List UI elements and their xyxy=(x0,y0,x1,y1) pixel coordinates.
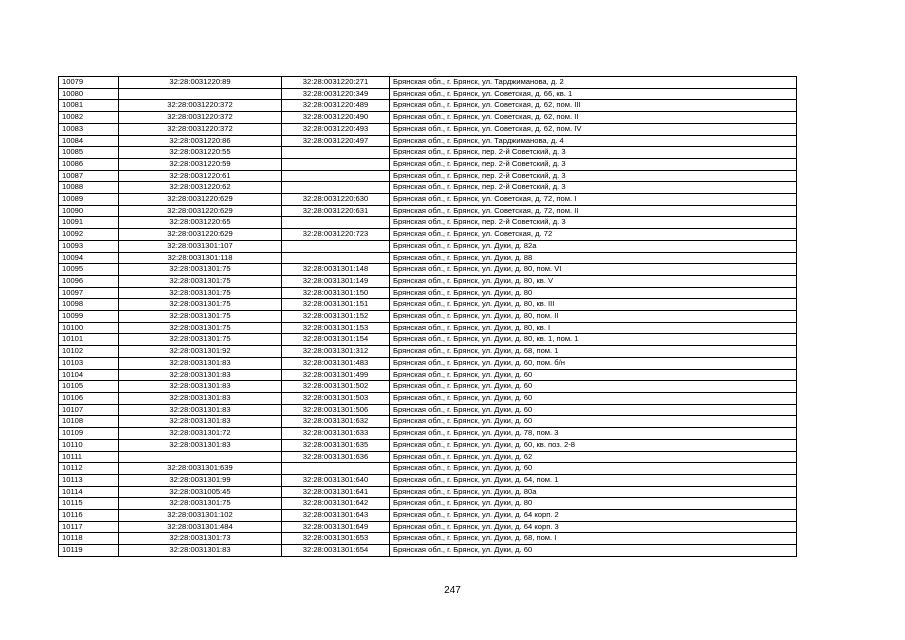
object-cadastral-number-cell: 32:28:0031301:632 xyxy=(282,416,390,428)
object-cadastral-number-cell: 32:28:0031220:630 xyxy=(282,194,390,206)
object-cadastral-number-cell: 32:28:0031301:152 xyxy=(282,311,390,323)
table-row xyxy=(59,135,797,147)
address-cell: Брянская обл., г. Брянск, ул. Советская, д. 62, пом. IV xyxy=(390,123,797,135)
table-row xyxy=(59,404,797,416)
address-cell: Брянская обл., г. Брянск, ул. Советская, д. 62, пом. III xyxy=(390,100,797,112)
table-row xyxy=(59,439,797,451)
address-cell: Брянская обл., г. Брянск, ул. Дуки, д. 80 xyxy=(390,498,797,510)
address-cell: Брянская обл., г. Брянск, ул. Дуки, д. 60, кв. поз. 2-8 xyxy=(390,439,797,451)
object-cadastral-number-cell: 32:28:0031301:654 xyxy=(282,545,390,557)
address-cell: Брянская обл., г. Брянск, пер. 2-й Советский, д. 3 xyxy=(390,217,797,229)
table-row xyxy=(59,205,797,217)
table-row xyxy=(59,264,797,276)
address-cell: Брянская обл., г. Брянск, ул. Дуки, д. 60 xyxy=(390,463,797,475)
object-cadastral-number-cell xyxy=(282,463,390,475)
row-number-cell: 10081 xyxy=(59,100,119,112)
table-row xyxy=(59,463,797,475)
cadastral-number-cell: 32:28:0031301:83 xyxy=(119,439,282,451)
row-number-cell: 10097 xyxy=(59,287,119,299)
address-cell: Брянская обл., г. Брянск, ул. Дуки, д. 80, кв. III xyxy=(390,299,797,311)
table-row xyxy=(59,299,797,311)
row-number-cell: 10079 xyxy=(59,77,119,89)
row-number-cell: 10089 xyxy=(59,194,119,206)
address-cell: Брянская обл., г. Брянск, ул. Дуки, д. 60 xyxy=(390,369,797,381)
row-number-cell: 10106 xyxy=(59,392,119,404)
object-cadastral-number-cell: 32:28:0031301:312 xyxy=(282,346,390,358)
cadastral-number-cell: 32:28:0031220:61 xyxy=(119,170,282,182)
table-row xyxy=(59,170,797,182)
address-cell: Брянская обл., г. Брянск, ул. Дуки, д. 78, пом. 3 xyxy=(390,428,797,440)
row-number-cell: 10117 xyxy=(59,521,119,533)
table-row xyxy=(59,357,797,369)
row-number-cell: 10110 xyxy=(59,439,119,451)
row-number-cell: 10095 xyxy=(59,264,119,276)
object-cadastral-number-cell: 32:28:0031301:148 xyxy=(282,264,390,276)
object-cadastral-number-cell: 32:28:0031301:499 xyxy=(282,369,390,381)
row-number-cell: 10112 xyxy=(59,463,119,475)
cadastral-number-cell: 32:28:0031220:629 xyxy=(119,229,282,241)
address-cell: Брянская обл., г. Брянск, пер. 2-й Советский, д. 3 xyxy=(390,170,797,182)
cadastral-number-cell: 32:28:0031220:372 xyxy=(119,112,282,124)
address-cell: Брянская обл., г. Брянск, ул. Дуки, д. 64 корп. 2 xyxy=(390,510,797,522)
address-cell: Брянская обл., г. Брянск, ул. Советская, д. 72, пом. II xyxy=(390,205,797,217)
cadastral-number-cell xyxy=(119,451,282,463)
address-cell: Брянская обл., г. Брянск, пер. 2-й Советский, д. 3 xyxy=(390,158,797,170)
registry-table-body xyxy=(59,77,797,557)
row-number-cell: 10100 xyxy=(59,322,119,334)
object-cadastral-number-cell: 32:28:0031301:150 xyxy=(282,287,390,299)
address-cell: Брянская обл., г. Брянск, ул. Дуки, д. 60 xyxy=(390,404,797,416)
object-cadastral-number-cell: 32:28:0031301:641 xyxy=(282,486,390,498)
table-row xyxy=(59,474,797,486)
row-number-cell: 10107 xyxy=(59,404,119,416)
row-number-cell: 10096 xyxy=(59,275,119,287)
table-row xyxy=(59,217,797,229)
object-cadastral-number-cell: 32:28:0031220:271 xyxy=(282,77,390,89)
address-cell: Брянская обл., г. Брянск, ул. Советская, д. 66, кв. 1 xyxy=(390,88,797,100)
object-cadastral-number-cell: 32:28:0031220:723 xyxy=(282,229,390,241)
address-cell: Брянская обл., г. Брянск, ул. Дуки, д. 80, кв. V xyxy=(390,275,797,287)
cadastral-number-cell: 32:28:0031301:75 xyxy=(119,287,282,299)
row-number-cell: 10119 xyxy=(59,545,119,557)
object-cadastral-number-cell: 32:28:0031301:149 xyxy=(282,275,390,287)
object-cadastral-number-cell: 32:28:0031301:483 xyxy=(282,357,390,369)
object-cadastral-number-cell xyxy=(282,217,390,229)
address-cell: Брянская обл., г. Брянск, ул. Советская, д. 62, пом. II xyxy=(390,112,797,124)
table-row xyxy=(59,287,797,299)
table-row xyxy=(59,240,797,252)
cadastral-number-cell: 32:28:0031301:118 xyxy=(119,252,282,264)
row-number-cell: 10108 xyxy=(59,416,119,428)
table-row xyxy=(59,498,797,510)
cadastral-number-cell: 32:28:0031301:75 xyxy=(119,334,282,346)
object-cadastral-number-cell: 32:28:0031301:503 xyxy=(282,392,390,404)
cadastral-number-cell: 32:28:0031220:86 xyxy=(119,135,282,147)
cadastral-number-cell: 32:28:0031301:83 xyxy=(119,381,282,393)
address-cell: Брянская обл., г. Брянск, ул. Дуки, д. 80а xyxy=(390,486,797,498)
object-cadastral-number-cell: 32:28:0031220:493 xyxy=(282,123,390,135)
object-cadastral-number-cell: 32:28:0031301:640 xyxy=(282,474,390,486)
table-row xyxy=(59,275,797,287)
row-number-cell: 10103 xyxy=(59,357,119,369)
table-row xyxy=(59,545,797,557)
row-number-cell: 10109 xyxy=(59,428,119,440)
row-number-cell: 10115 xyxy=(59,498,119,510)
cadastral-number-cell: 32:28:0031301:83 xyxy=(119,369,282,381)
object-cadastral-number-cell xyxy=(282,158,390,170)
cadastral-number-cell: 32:28:0031301:75 xyxy=(119,264,282,276)
object-cadastral-number-cell: 32:28:0031301:506 xyxy=(282,404,390,416)
row-number-cell: 10099 xyxy=(59,311,119,323)
address-cell: Брянская обл., г. Брянск, ул. Дуки, д. 60, пом. б/н xyxy=(390,357,797,369)
row-number-cell: 10080 xyxy=(59,88,119,100)
row-number-cell: 10085 xyxy=(59,147,119,159)
table-row xyxy=(59,510,797,522)
object-cadastral-number-cell: 32:28:0031301:643 xyxy=(282,510,390,522)
object-cadastral-number-cell: 32:28:0031301:153 xyxy=(282,322,390,334)
registry-table xyxy=(58,76,797,557)
cadastral-number-cell: 32:28:0031220:55 xyxy=(119,147,282,159)
address-cell: Брянская обл., г. Брянск, ул. Советская, д. 72 xyxy=(390,229,797,241)
table-row xyxy=(59,369,797,381)
cadastral-number-cell: 32:28:0031220:62 xyxy=(119,182,282,194)
cadastral-number-cell: 32:28:0031301:92 xyxy=(119,346,282,358)
object-cadastral-number-cell: 32:28:0031301:635 xyxy=(282,439,390,451)
table-row xyxy=(59,147,797,159)
cadastral-number-cell: 32:28:0031301:484 xyxy=(119,521,282,533)
cadastral-number-cell: 32:28:0031301:83 xyxy=(119,357,282,369)
table-row xyxy=(59,334,797,346)
table-row xyxy=(59,182,797,194)
row-number-cell: 10104 xyxy=(59,369,119,381)
address-cell: Брянская обл., г. Брянск, ул. Дуки, д. 60 xyxy=(390,416,797,428)
object-cadastral-number-cell: 32:28:0031301:502 xyxy=(282,381,390,393)
table-row xyxy=(59,533,797,545)
address-cell: Брянская обл., г. Брянск, ул. Дуки, д. 88 xyxy=(390,252,797,264)
row-number-cell: 10116 xyxy=(59,510,119,522)
cadastral-number-cell: 32:28:0031301:83 xyxy=(119,392,282,404)
object-cadastral-number-cell xyxy=(282,240,390,252)
cadastral-number-cell: 32:28:0031301:75 xyxy=(119,299,282,311)
table-row xyxy=(59,112,797,124)
cadastral-number-cell xyxy=(119,88,282,100)
table-row xyxy=(59,229,797,241)
cadastral-number-cell: 32:28:0031220:89 xyxy=(119,77,282,89)
row-number-cell: 10118 xyxy=(59,533,119,545)
table-row xyxy=(59,100,797,112)
address-cell: Брянская обл., г. Брянск, ул. Дуки, д. 80, пом. II xyxy=(390,311,797,323)
object-cadastral-number-cell: 32:28:0031301:151 xyxy=(282,299,390,311)
table-row xyxy=(59,486,797,498)
table-row xyxy=(59,428,797,440)
object-cadastral-number-cell: 32:28:0031301:636 xyxy=(282,451,390,463)
table-row xyxy=(59,252,797,264)
address-cell: Брянская обл., г. Брянск, ул. Дуки, д. 60 xyxy=(390,381,797,393)
object-cadastral-number-cell: 32:28:0031301:154 xyxy=(282,334,390,346)
row-number-cell: 10084 xyxy=(59,135,119,147)
object-cadastral-number-cell xyxy=(282,147,390,159)
row-number-cell: 10105 xyxy=(59,381,119,393)
object-cadastral-number-cell: 32:28:0031301:633 xyxy=(282,428,390,440)
row-number-cell: 10114 xyxy=(59,486,119,498)
cadastral-number-cell: 32:28:0031301:83 xyxy=(119,545,282,557)
cadastral-number-cell: 32:28:0031220:59 xyxy=(119,158,282,170)
row-number-cell: 10092 xyxy=(59,229,119,241)
address-cell: Брянская обл., г. Брянск, ул. Тарджиманова, д. 2 xyxy=(390,77,797,89)
address-cell: Брянская обл., г. Брянск, ул. Дуки, д. 60 xyxy=(390,545,797,557)
address-cell: Брянская обл., г. Брянск, ул. Дуки, д. 64, пом. 1 xyxy=(390,474,797,486)
address-cell: Брянская обл., г. Брянск, ул. Дуки, д. 64 корп. 3 xyxy=(390,521,797,533)
address-cell: Брянская обл., г. Брянск, ул. Дуки, д. 62 xyxy=(390,451,797,463)
address-cell: Брянская обл., г. Брянск, ул. Дуки, д. 80, кв. I xyxy=(390,322,797,334)
row-number-cell: 10102 xyxy=(59,346,119,358)
address-cell: Брянская обл., г. Брянск, ул. Советская, д. 72, пом. I xyxy=(390,194,797,206)
table-row xyxy=(59,158,797,170)
row-number-cell: 10082 xyxy=(59,112,119,124)
object-cadastral-number-cell: 32:28:0031220:490 xyxy=(282,112,390,124)
cadastral-number-cell: 32:28:0031220:629 xyxy=(119,205,282,217)
row-number-cell: 10090 xyxy=(59,205,119,217)
object-cadastral-number-cell: 32:28:0031220:489 xyxy=(282,100,390,112)
table-row xyxy=(59,521,797,533)
object-cadastral-number-cell xyxy=(282,252,390,264)
cadastral-number-cell: 32:28:0031301:75 xyxy=(119,322,282,334)
cadastral-number-cell: 32:28:0031301:75 xyxy=(119,498,282,510)
row-number-cell: 10111 xyxy=(59,451,119,463)
table-row xyxy=(59,381,797,393)
address-cell: Брянская обл., г. Брянск, ул. Дуки, д. 80, кв. 1, пом. 1 xyxy=(390,334,797,346)
row-number-cell: 10098 xyxy=(59,299,119,311)
table-row xyxy=(59,123,797,135)
cadastral-number-cell: 32:28:0031220:65 xyxy=(119,217,282,229)
page-number: 247 xyxy=(444,585,461,596)
address-cell: Брянская обл., г. Брянск, ул. Тарджиманова, д. 4 xyxy=(390,135,797,147)
table-row xyxy=(59,346,797,358)
cadastral-number-cell: 32:28:0031301:73 xyxy=(119,533,282,545)
cadastral-number-cell: 32:28:0031301:102 xyxy=(119,510,282,522)
row-number-cell: 10088 xyxy=(59,182,119,194)
object-cadastral-number-cell: 32:28:0031301:653 xyxy=(282,533,390,545)
row-number-cell: 10094 xyxy=(59,252,119,264)
cadastral-number-cell: 32:28:0031301:83 xyxy=(119,404,282,416)
table-row xyxy=(59,77,797,89)
cadastral-number-cell: 32:28:0031301:75 xyxy=(119,275,282,287)
row-number-cell: 10086 xyxy=(59,158,119,170)
cadastral-number-cell: 32:28:0031301:639 xyxy=(119,463,282,475)
object-cadastral-number-cell: 32:28:0031220:349 xyxy=(282,88,390,100)
row-number-cell: 10087 xyxy=(59,170,119,182)
address-cell: Брянская обл., г. Брянск, пер. 2-й Советский, д. 3 xyxy=(390,147,797,159)
address-cell: Брянская обл., г. Брянск, ул. Дуки, д. 82а xyxy=(390,240,797,252)
cadastral-number-cell: 32:28:0031220:629 xyxy=(119,194,282,206)
cadastral-number-cell: 32:28:0031220:372 xyxy=(119,123,282,135)
row-number-cell: 10083 xyxy=(59,123,119,135)
table-row xyxy=(59,311,797,323)
object-cadastral-number-cell: 32:28:0031301:649 xyxy=(282,521,390,533)
address-cell: Брянская обл., г. Брянск, ул. Дуки, д. 80 xyxy=(390,287,797,299)
table-row xyxy=(59,194,797,206)
table-row xyxy=(59,88,797,100)
cadastral-number-cell: 32:28:0031301:107 xyxy=(119,240,282,252)
row-number-cell: 10091 xyxy=(59,217,119,229)
table-row xyxy=(59,451,797,463)
row-number-cell: 10113 xyxy=(59,474,119,486)
address-cell: Брянская обл., г. Брянск, ул. Дуки, д. 68, пом. 1 xyxy=(390,346,797,358)
object-cadastral-number-cell: 32:28:0031301:642 xyxy=(282,498,390,510)
address-cell: Брянская обл., г. Брянск, ул. Дуки, д. 68, пом. I xyxy=(390,533,797,545)
row-number-cell: 10101 xyxy=(59,334,119,346)
table-row xyxy=(59,416,797,428)
address-cell: Брянская обл., г. Брянск, пер. 2-й Советский, д. 3 xyxy=(390,182,797,194)
address-cell: Брянская обл., г. Брянск, ул. Дуки, д. 60 xyxy=(390,392,797,404)
address-cell: Брянская обл., г. Брянск, ул. Дуки, д. 80, пом. VI xyxy=(390,264,797,276)
object-cadastral-number-cell: 32:28:0031220:631 xyxy=(282,205,390,217)
cadastral-number-cell: 32:28:0031005:45 xyxy=(119,486,282,498)
object-cadastral-number-cell xyxy=(282,182,390,194)
row-number-cell: 10093 xyxy=(59,240,119,252)
table-row xyxy=(59,392,797,404)
cadastral-number-cell: 32:28:0031301:83 xyxy=(119,416,282,428)
object-cadastral-number-cell: 32:28:0031220:497 xyxy=(282,135,390,147)
object-cadastral-number-cell xyxy=(282,170,390,182)
table-row xyxy=(59,322,797,334)
cadastral-number-cell: 32:28:0031301:75 xyxy=(119,311,282,323)
cadastral-number-cell: 32:28:0031301:99 xyxy=(119,474,282,486)
cadastral-number-cell: 32:28:0031301:72 xyxy=(119,428,282,440)
cadastral-number-cell: 32:28:0031220:372 xyxy=(119,100,282,112)
